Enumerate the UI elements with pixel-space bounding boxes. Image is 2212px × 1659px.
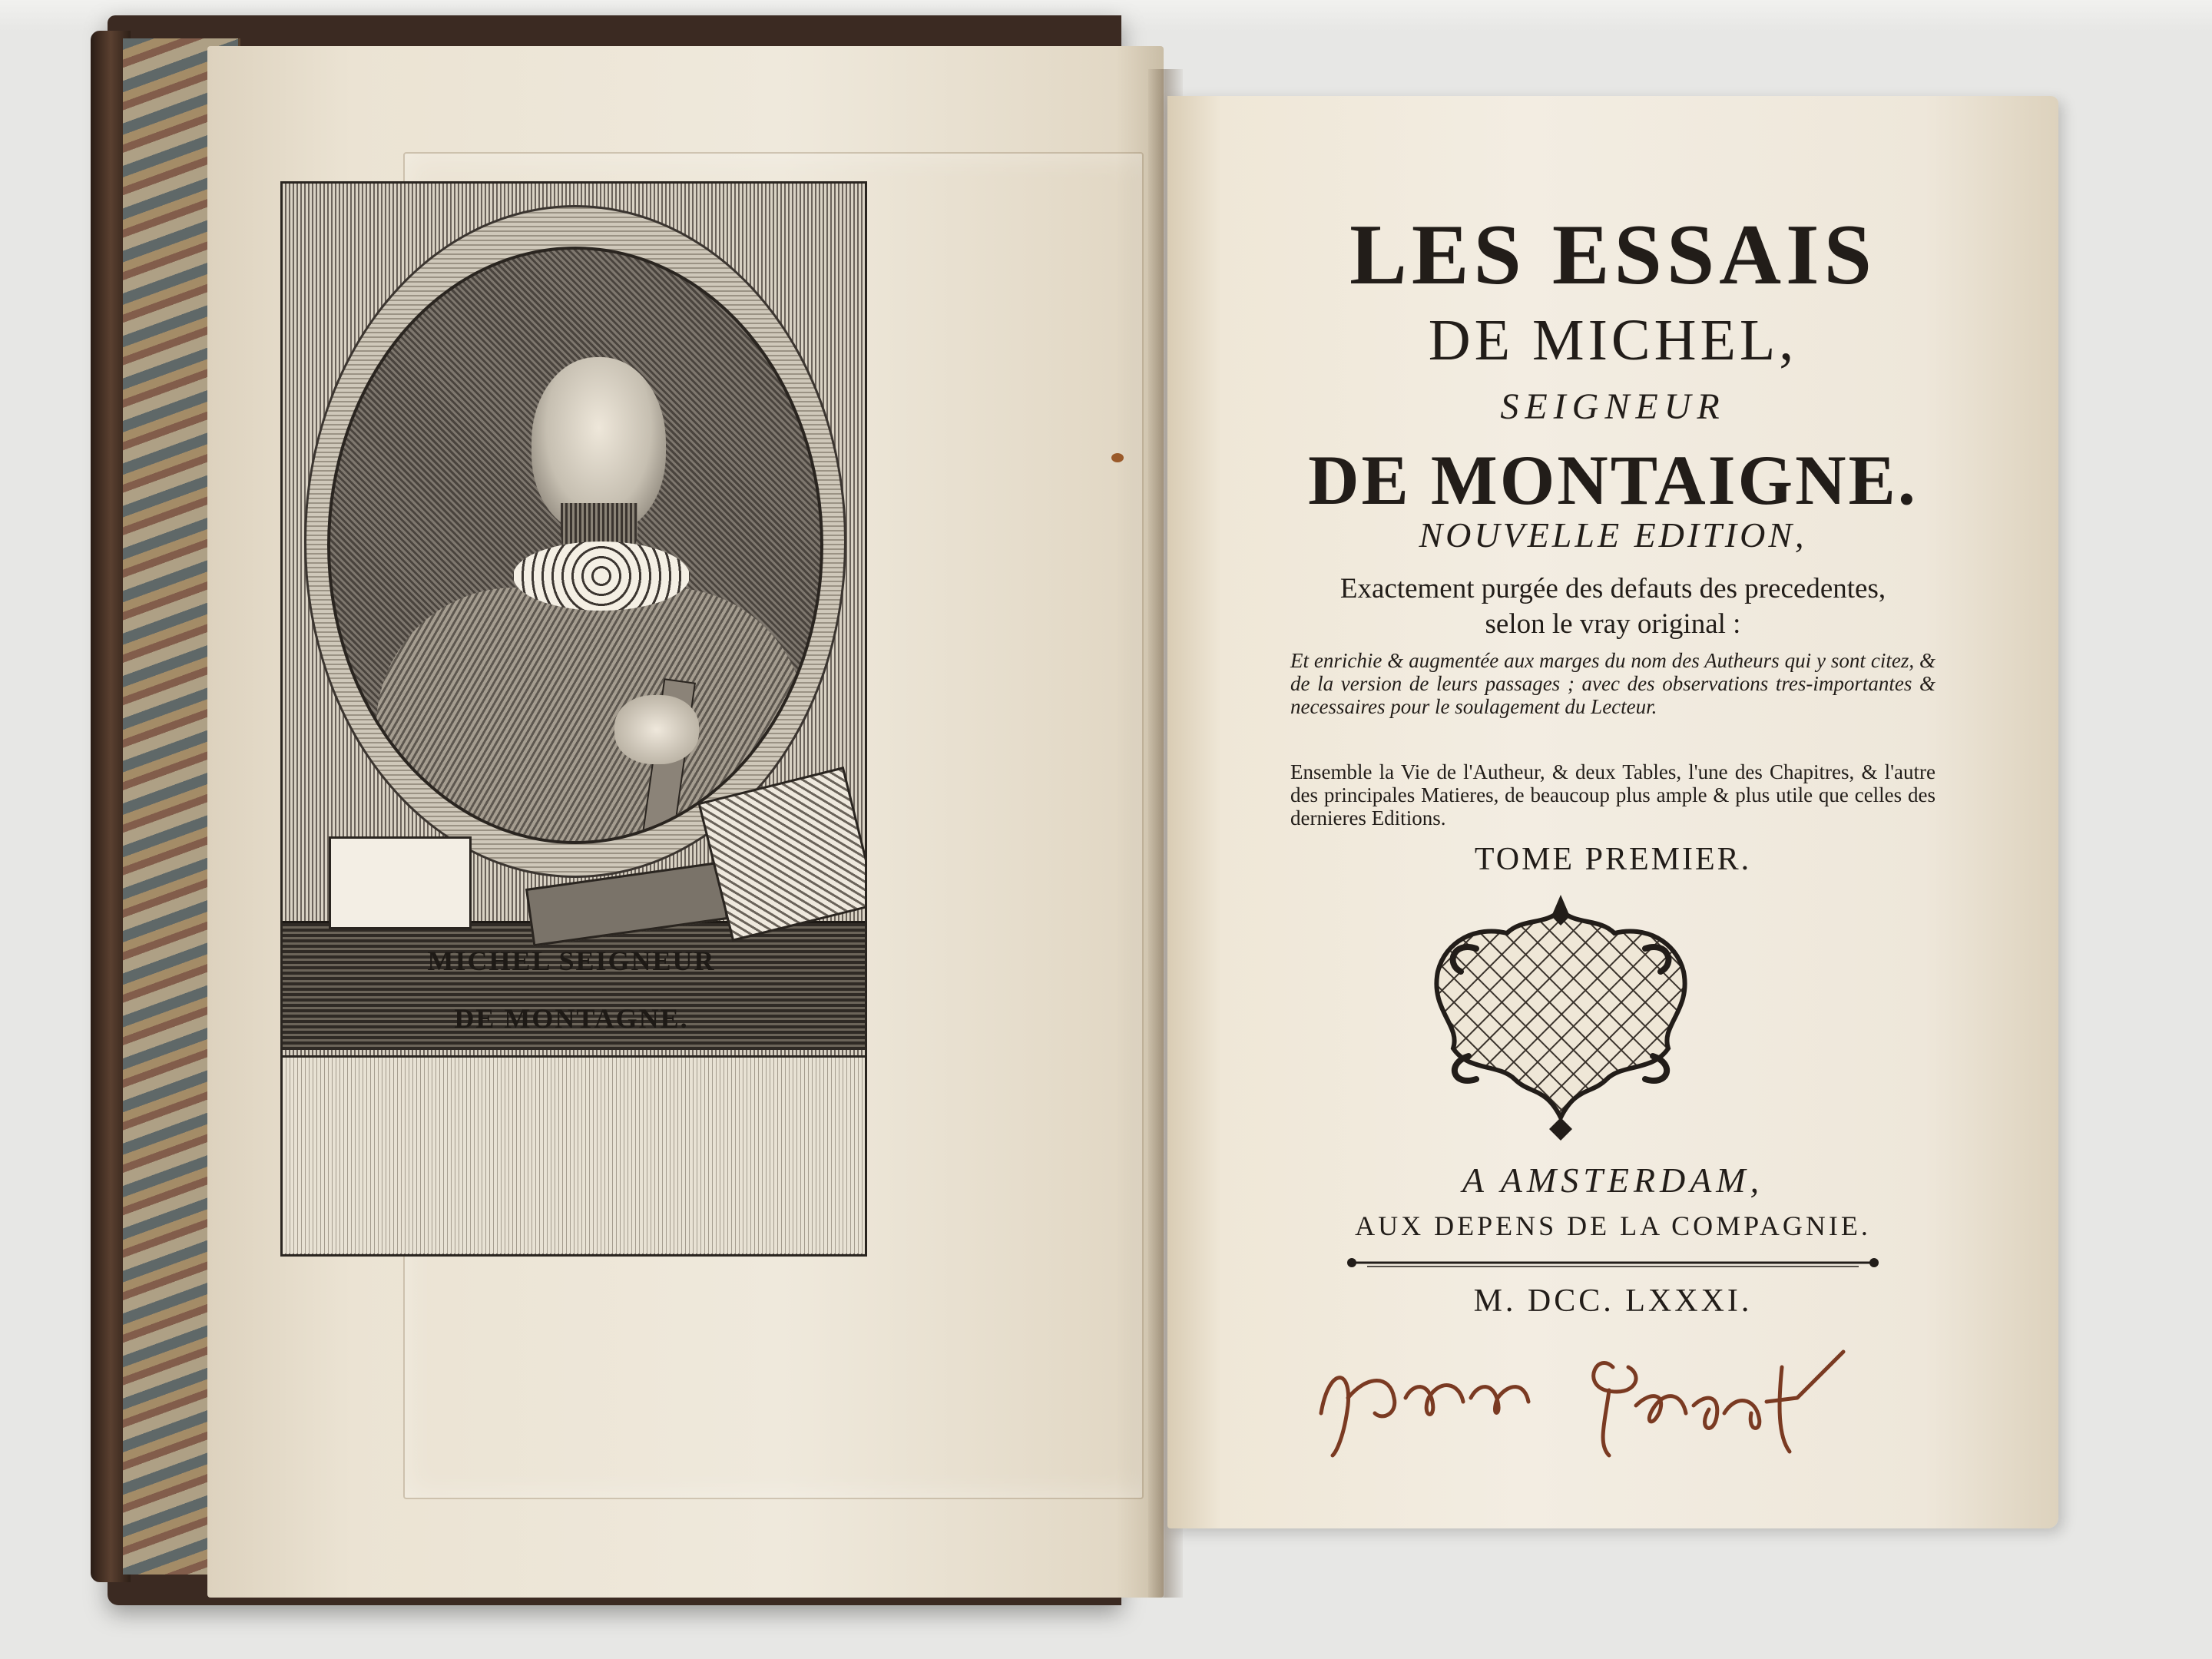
portrait-medallion bbox=[327, 247, 823, 844]
title-line3: SEIGNEUR bbox=[1500, 386, 1726, 427]
handwritten-signature bbox=[1306, 1321, 1889, 1467]
foxing-spot bbox=[1111, 453, 1124, 462]
portrait-ruff bbox=[513, 541, 690, 611]
frontispiece-caption-line1: MICHEL SEIGNEUR bbox=[427, 945, 716, 976]
book-on-desk bbox=[329, 836, 472, 929]
subtitle-line2: selon le vray original : bbox=[1485, 608, 1741, 640]
place: A AMSTERDAM, bbox=[1462, 1161, 1764, 1200]
title: LES ESSAIS bbox=[1349, 207, 1876, 303]
publisher: AUX DEPENS DE LA COMPAGNIE. bbox=[1355, 1210, 1871, 1241]
fleuron-ornament bbox=[1430, 895, 1691, 1141]
date: M. DCC. LXXXI. bbox=[1473, 1283, 1753, 1319]
frontispiece-engraving bbox=[280, 181, 867, 1257]
edition: NOUVELLE EDITION, bbox=[1419, 515, 1807, 555]
title-line4: DE MONTAIGNE. bbox=[1308, 441, 1918, 519]
decorative-rule bbox=[1344, 1256, 1882, 1270]
frontispiece-caption-line2: DE MONTAGNE. bbox=[454, 1003, 689, 1034]
title-line2: DE MICHEL, bbox=[1428, 308, 1798, 373]
subtitle-line1: Exactement purgée des defauts des precedentes, bbox=[1339, 573, 1886, 604]
volume: TOME PREMIER. bbox=[1474, 842, 1752, 877]
contents-paragraph: Ensemble la Vie de l'Autheur, & deux Tables, l'une des Chapitres, & l'autre des principales Matieres, de beaucoup plus ample & plus utile que celles des dernieres Editions. bbox=[1290, 760, 1936, 830]
portrait-hand bbox=[614, 695, 699, 764]
description-paragraph: Et enrichie & augmentée aux marges du nom des Autheurs qui y sont citez, & de la version de leurs passages ; avec des observations tres-importantes & necessaires pour le soulagement du Lecteur. bbox=[1290, 649, 1936, 718]
caption-panel bbox=[283, 1055, 865, 1253]
